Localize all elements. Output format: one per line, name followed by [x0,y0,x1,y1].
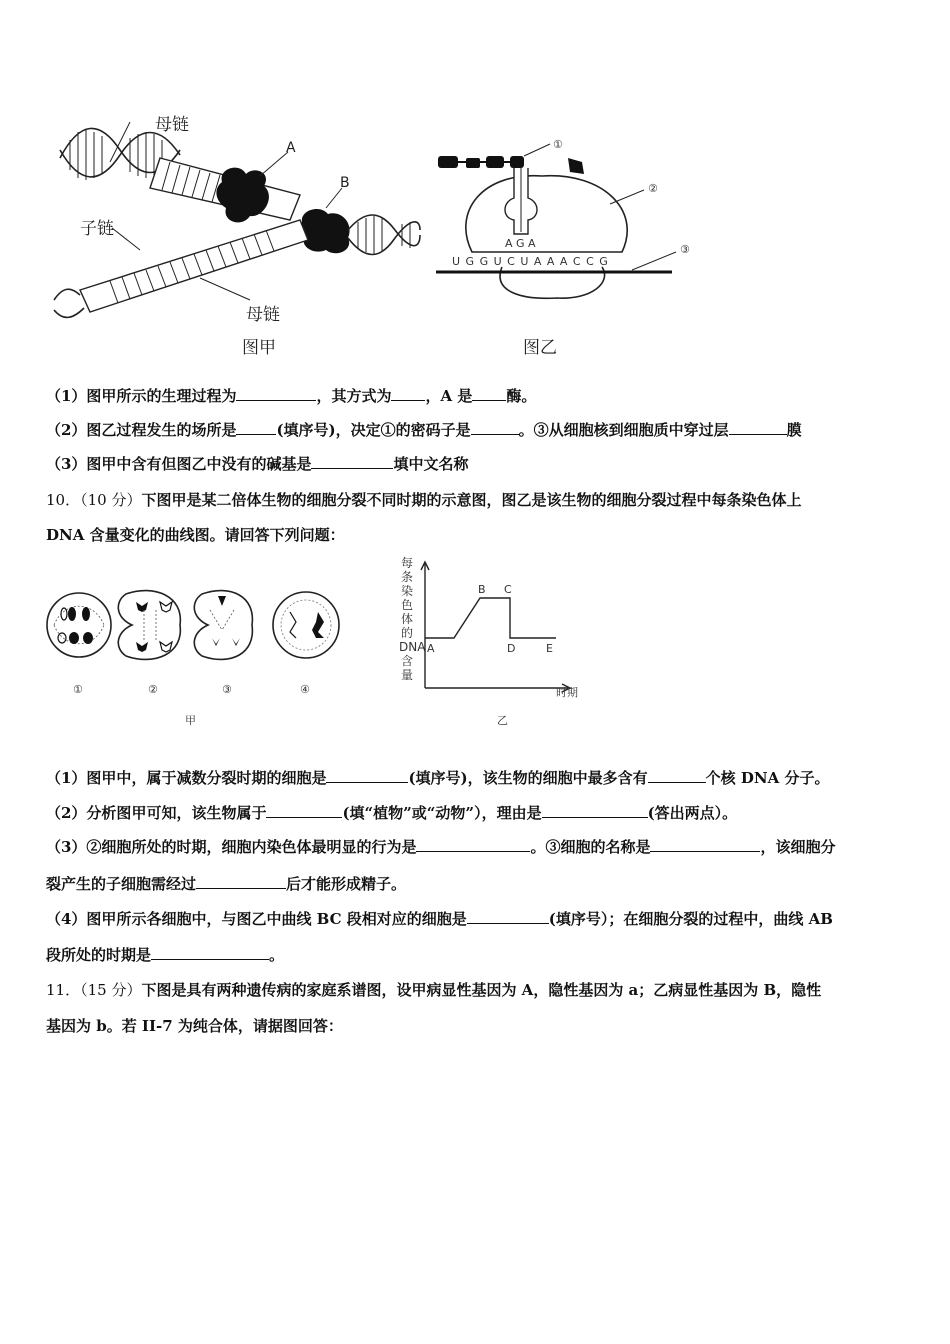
cell-label-1: ① [73,683,83,696]
label-mother-strand-bottom: 母链 [246,305,280,325]
marker-3-mrna: ③ [680,243,690,256]
caption-graph-yi: 乙 [497,714,508,727]
label-enzyme-a: A [286,140,296,156]
point-e: E [546,642,553,655]
caption-cells-jia: 甲 [185,714,196,727]
caption-figure-jia: 图甲 [242,338,276,358]
point-a: A [427,642,435,655]
q11-intro-line1: 11．（15 分）下图是具有两种遗传病的家庭系谱图，设甲病显性基因为 A，隐性基因为 a；乙病显性基因为 B，隐性 [46,981,822,999]
q9-part2: （2）图乙过程发生的场所是 (填序号)，决定①的密码子是 。③从细胞核到细胞质中穿过层 膜 [46,421,802,439]
q10-intro-line1: 10．（10 分）下图甲是某二倍体生物的细胞分裂不同时期的示意图，图乙是该生物的细胞分裂过程中每条染色体上 [46,491,802,509]
caption-figure-yi: 图乙 [523,338,557,358]
q9-part3: （3）图甲中含有但图乙中没有的碱基是 填中文名称 [46,455,469,473]
q10-part3-cont: 裂产生的子细胞需经过 后才能形成精子。 [46,875,407,893]
cell-label-4: ④ [300,683,310,696]
q10-part1: （1）图甲中，属于减数分裂时期的细胞是 (填序号)，该生物的细胞中最多含有 个核 DNA 分子。 [46,769,830,787]
graph-xlabel: 时期 [556,686,578,699]
q10-part2: （2）分析图甲可知，该生物属于 (填“植物”或“动物”），理由是 (答出两点）。 [46,804,738,822]
q10-part4-cont: 段所处的时期是 。 [46,946,285,964]
label-enzyme-b: B [340,175,350,191]
marker-2-ribosome: ② [648,182,658,195]
cell-label-2: ② [148,683,158,696]
q10-part3: （3）②细胞所处的时期，细胞内染色体最明显的行为是 。③细胞的名称是 ，该细胞分 [46,838,836,856]
label-mother-strand-top: 母链 [155,115,189,135]
q10-part4: （4）图甲所示各细胞中，与图乙中曲线 BC 段相对应的细胞是 (填序号）；在细胞分裂的过程中，曲线 AB [46,910,833,928]
q9-part1: （1）图甲所示的生理过程为 ，其方式为 ，A 是 酶。 [46,387,537,405]
marker-1-peptide: ① [553,138,563,151]
cell-label-3: ③ [222,683,232,696]
mrna-sequence: U G G U C U A A A C C G [452,255,609,268]
point-b: B [478,583,486,596]
graph-ylabel: 每条染色体的DNA含量 [399,556,426,682]
label-child-strand: 子链 [80,219,114,239]
q10-intro-line2: DNA 含量变化的曲线图。请回答下列问题： [46,526,345,544]
point-c: C [504,583,512,596]
q11-intro-line2: 基因为 b。若 II-7 为纯合体，请据图回答： [46,1017,343,1035]
figure-yi-dna-curve [418,560,593,695]
anticodon-label: A G A [505,237,536,250]
figure-jia-cell-division [44,580,344,680]
point-d: D [507,642,516,655]
figure-yi-translation [432,132,702,307]
